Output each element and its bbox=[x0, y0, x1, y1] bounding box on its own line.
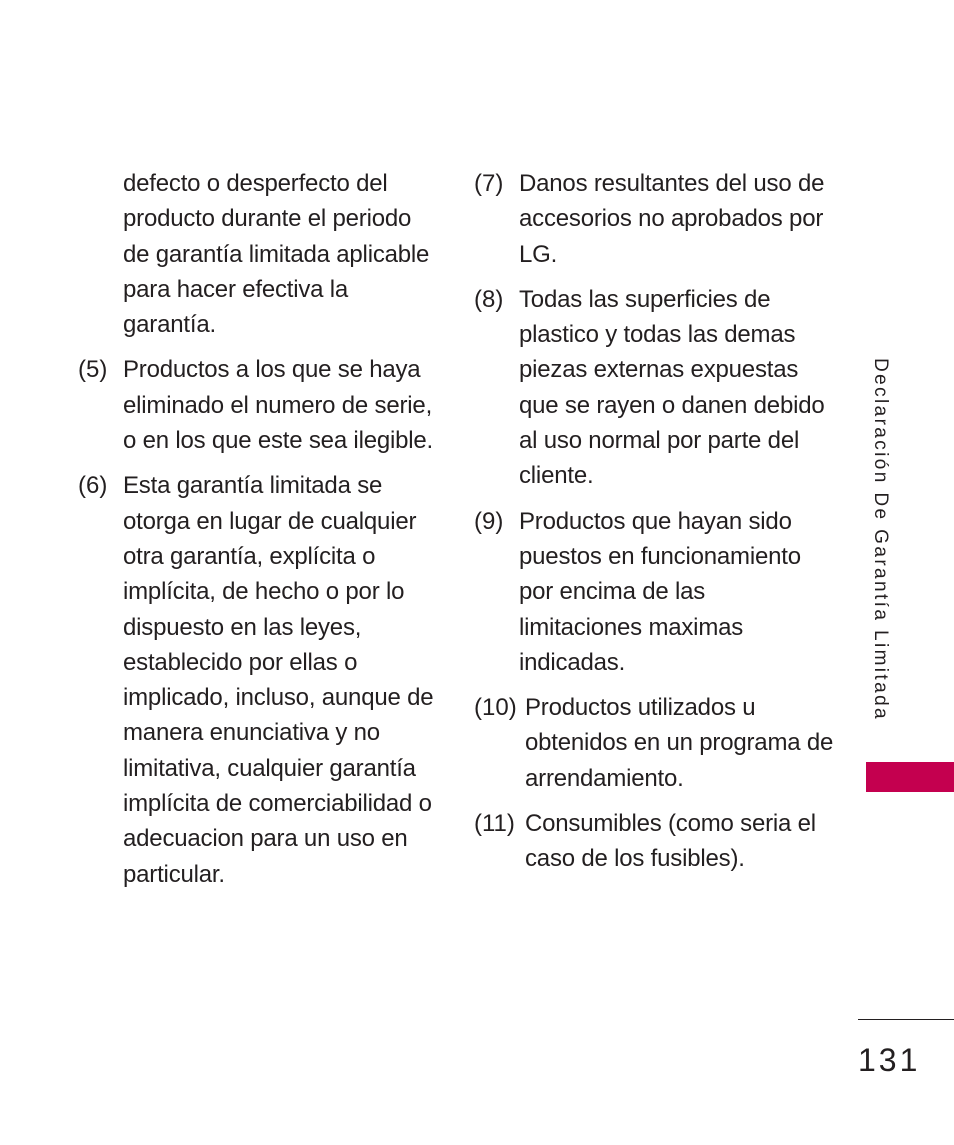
item-number: (10) bbox=[474, 694, 517, 722]
section-tab bbox=[866, 762, 954, 792]
item-number: (8) bbox=[474, 285, 504, 313]
list-item-11 bbox=[474, 806, 834, 877]
list-item-8 bbox=[474, 282, 834, 494]
item-number: (9) bbox=[474, 507, 504, 535]
section-title-vertical: Declaración De Garantía Limitada bbox=[870, 358, 891, 721]
item-text: Productos que hayan sido puestos en funcionamiento por encima de las limitaciones maximas indicadas. bbox=[519, 507, 801, 676]
list-item-10 bbox=[474, 690, 834, 796]
item-text: Danos resultantes del uso de accesorios no aprobados por LG. bbox=[519, 170, 825, 268]
item-text: Productos utilizados u obtenidos en un programa de arrendamiento. bbox=[525, 694, 834, 792]
item-text: Consumibles (como seria el caso de los fusibles). bbox=[525, 810, 816, 873]
item-text: Productos a los que se haya eliminado el numero de serie, o en los que este sea ilegible. bbox=[123, 356, 434, 455]
list-item-6 bbox=[78, 468, 438, 892]
item-number: (7) bbox=[474, 170, 504, 197]
list-item-5 bbox=[78, 352, 438, 458]
item-text: Esta garantía limitada se otorga en lugar de cualquier otra garantía, explícita o implícita, de hecho o por lo dispuesto en las leyes, establecido por ellas o implicado, incluso, aunque de manera enunciativa y no limitativa, cualquier garantía implícita de comerciabilidad o adecuacion para un uso en particular. bbox=[123, 472, 434, 888]
list-item-7 bbox=[474, 166, 834, 272]
page-number-rule bbox=[858, 1019, 954, 1020]
left-column bbox=[78, 166, 438, 902]
item-text: Todas las superficies de plastico y todas las demas piezas externas expuestas que se rayen o danen debido al uso normal por parte del cliente. bbox=[519, 285, 825, 490]
list-item-9 bbox=[474, 504, 834, 680]
item-number: (11) bbox=[474, 810, 515, 838]
page-number: 131 bbox=[858, 1042, 921, 1078]
item-number: (6) bbox=[78, 472, 108, 500]
right-column bbox=[474, 166, 834, 887]
item-number: (5) bbox=[78, 356, 108, 384]
continued-paragraph: defecto o desperfecto del producto durante el periodo de garantía limitada aplicable para hacer efectiva la garantía. bbox=[123, 170, 430, 339]
